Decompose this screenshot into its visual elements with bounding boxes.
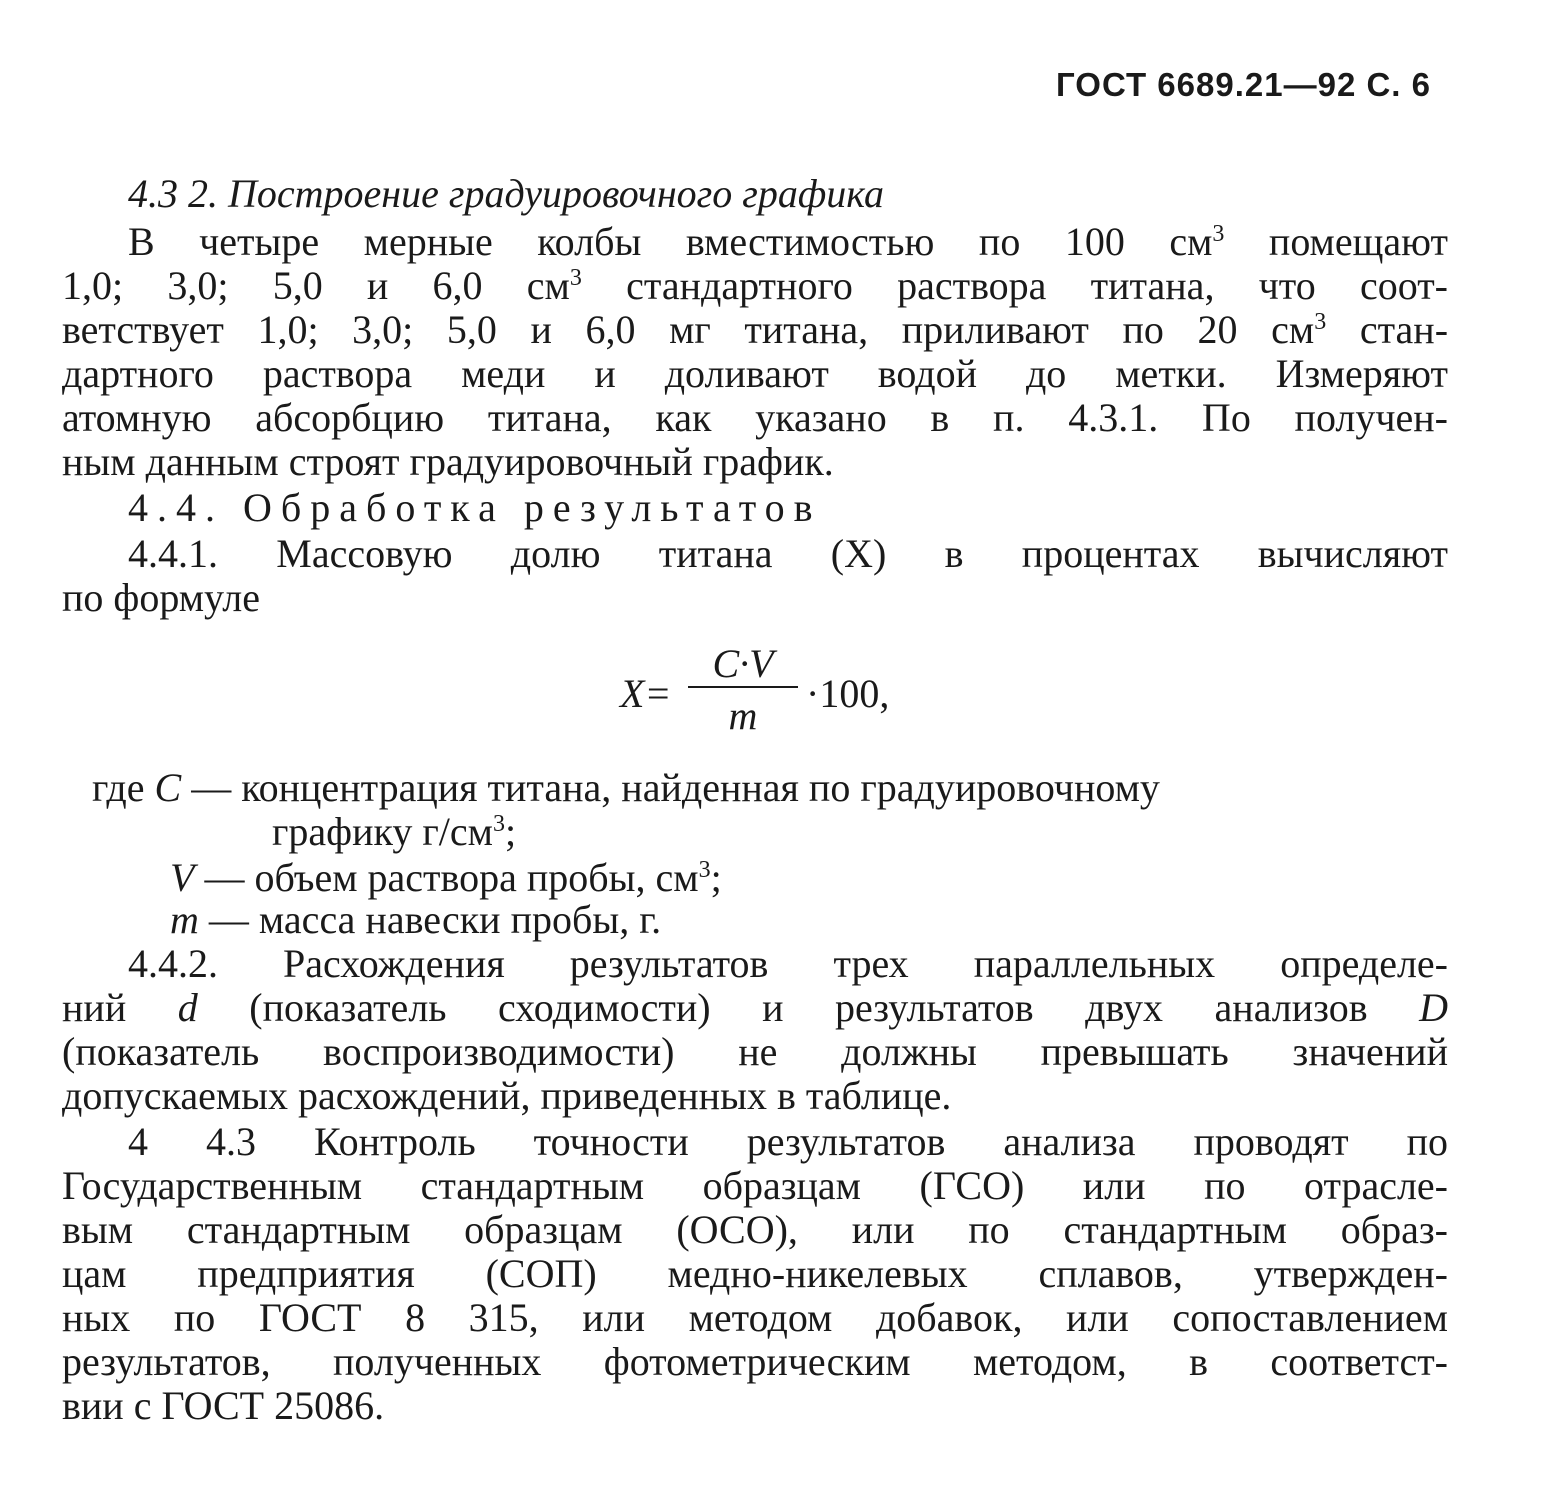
section-4-3-2-title: 4.3 2. Построение градуировочного графика xyxy=(128,171,884,216)
section-4-4-3-line: цам предприятия (СОП) медно-никелевых сплавов, утвержден- xyxy=(62,1251,1448,1296)
definition-c: где C — концентрация титана, найденная по градуировочному xyxy=(92,765,1160,810)
section-4-4-2-line: допускаемых расхождений, приведенных в таблице. xyxy=(62,1073,952,1118)
section-4-4-2-line: (показатель воспроизводимости) не должны превышать значений xyxy=(62,1029,1448,1074)
formula-rhs: ·100, xyxy=(806,671,890,716)
section-4-4-2-line: 4.4.2. Расхождения результатов трех параллельных определе- xyxy=(128,941,1448,986)
paragraph-line: дартного раствора меди и доливают водой до метки. Измеряют xyxy=(62,351,1448,396)
mass-fraction-formula xyxy=(610,640,930,750)
section-4-4-3-line: ных по ГОСТ 8 315, или методом добавок, или сопоставлением xyxy=(62,1295,1448,1340)
formula-lhs: X= xyxy=(620,671,672,716)
section-4-4-3-line: 4 4.3 Контроль точности результатов анализа проводят по xyxy=(128,1119,1448,1164)
paragraph-line: ветствует 1,0; 3,0; 5,0 и 6,0 мг титана, приливают по 20 $см^3$ стан- xyxy=(62,307,1449,352)
section-4-4-1-line: 4.4.1. Массовую долю титана (X) в процентах вычисляют xyxy=(128,531,1448,576)
fraction-bar xyxy=(688,686,798,688)
section-4-4-1-line: по формуле xyxy=(62,575,260,620)
definition-c-continued: графику $г/см^3$; xyxy=(272,809,517,854)
paragraph-line: В четыре мерные колбы вместимостью по 100 $см^3$ помещают xyxy=(128,219,1449,264)
paragraph-line: 1,0; 3,0; 5,0 и 6,0 $см^3$ стандартного раствора титана, что соот- xyxy=(62,263,1448,308)
paragraph-line: атомную абсорбцию титана, как указано в п. 4.3.1. По получен- xyxy=(62,395,1448,440)
section-4-4-2-line: ний d (показатель сходимости) и результатов двух анализов D xyxy=(62,985,1449,1030)
section-4-4-3-line: вым стандартным образцам (ОСО), или по стандартным образ- xyxy=(62,1207,1448,1252)
definition-m: m — масса навески пробы, г. xyxy=(170,897,662,942)
section-4-4-3-line: Государственным стандартным образцам (ГСО) или по отрасле- xyxy=(62,1163,1448,1208)
formula-denominator: m xyxy=(728,693,758,738)
definition-v: V — объем раствора пробы, $см^3$; xyxy=(170,855,722,900)
section-4-4-title: 4.4. Обработка результатов xyxy=(128,485,822,530)
paragraph-line: ным данным строят градуировочный график. xyxy=(62,439,834,484)
formula-numerator: C·V xyxy=(712,641,774,686)
formula-fraction xyxy=(688,640,798,739)
section-4-4-3-line: вии с ГОСТ 25086. xyxy=(62,1383,385,1428)
page-header: ГОСТ 6689.21—92 С. 6 xyxy=(1056,66,1431,103)
section-4-4-3-line: результатов, полученных фотометрическим методом, в соответст- xyxy=(62,1339,1448,1384)
